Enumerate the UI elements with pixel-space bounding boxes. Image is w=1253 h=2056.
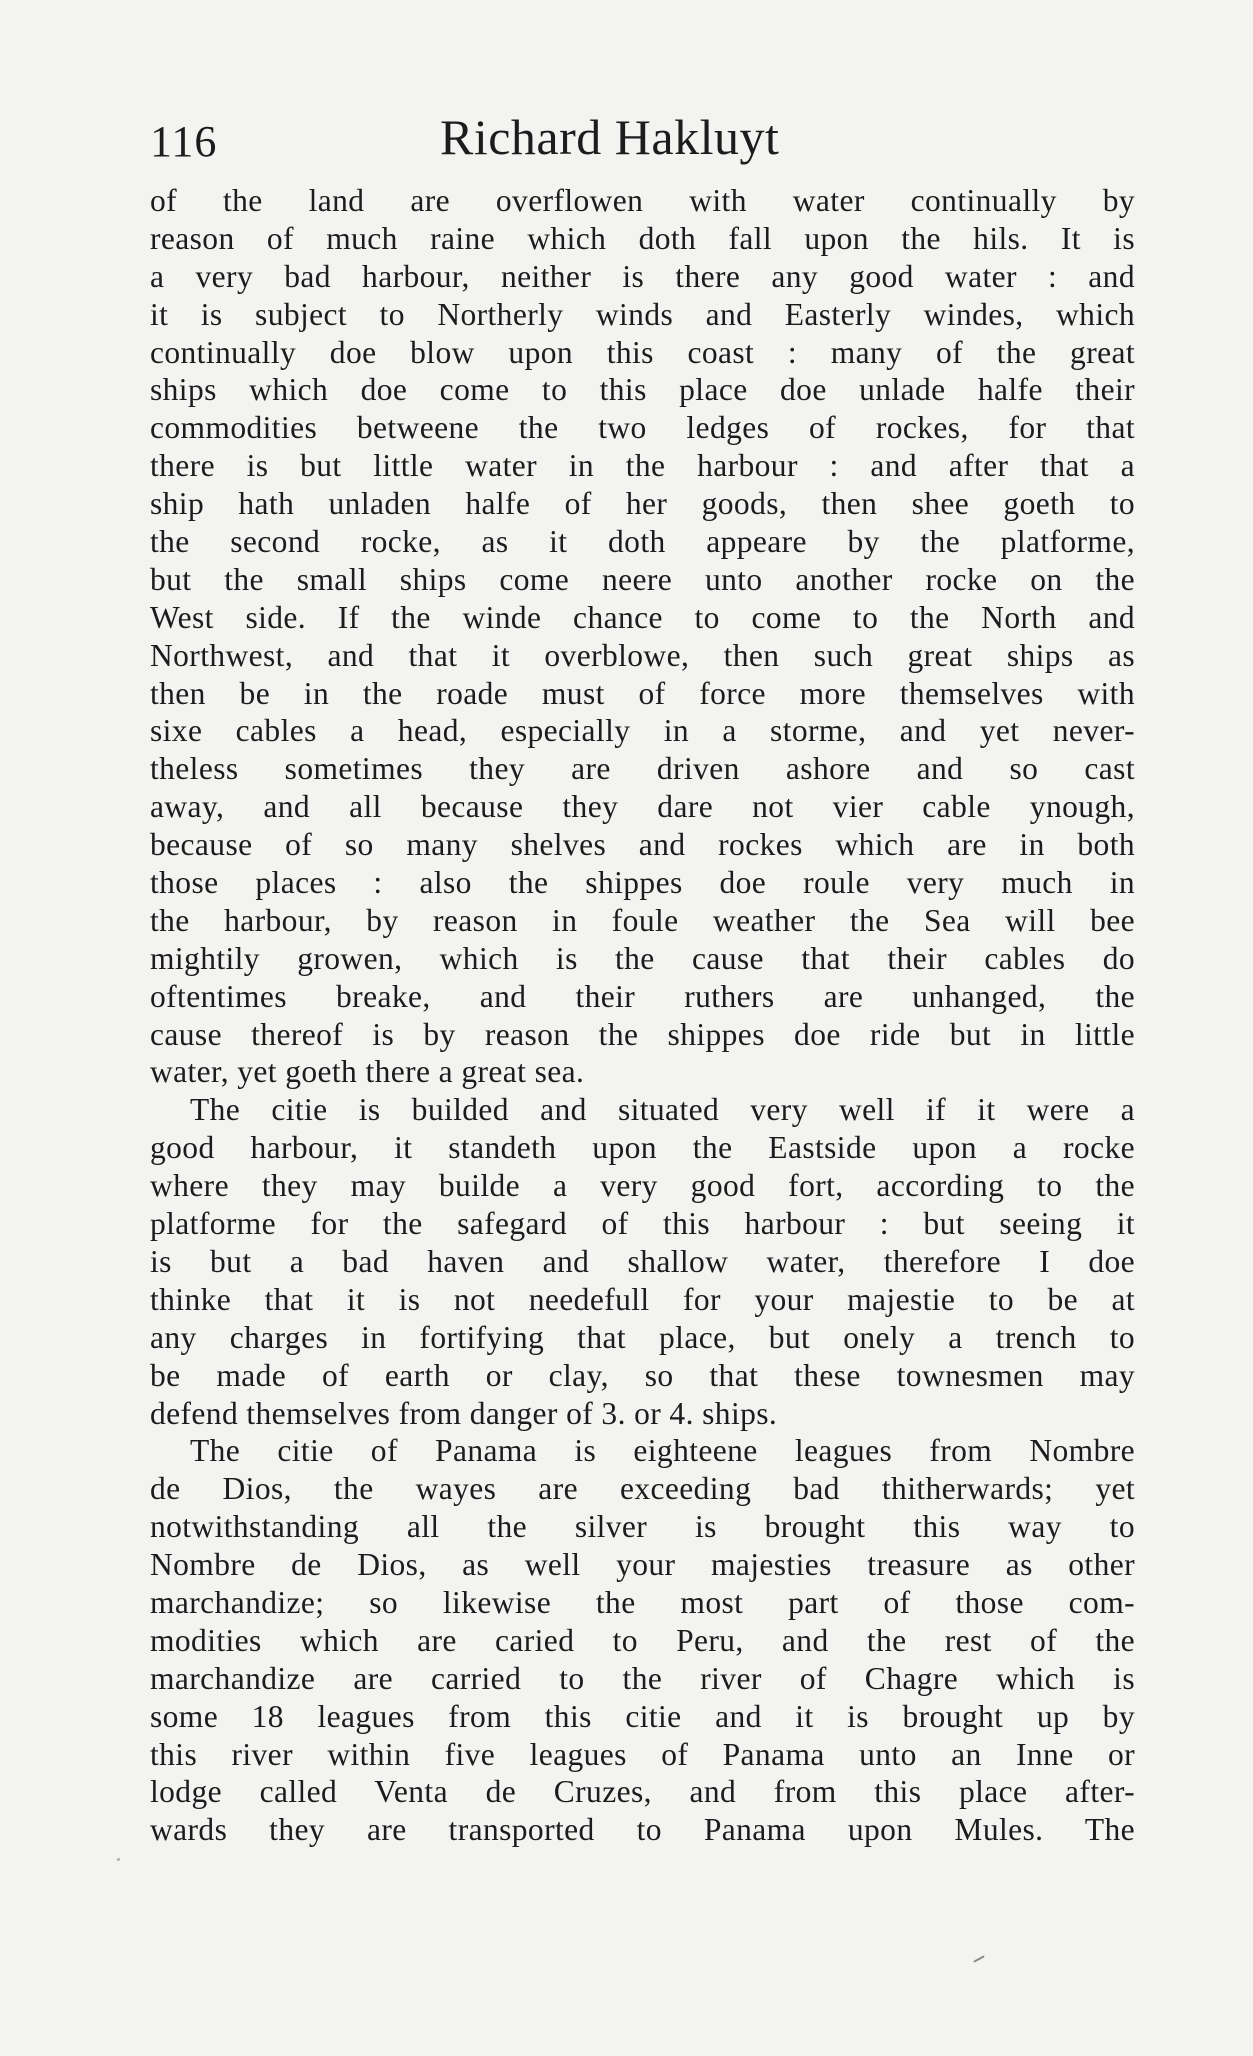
text-line: be made of earth or clay, so that these townesmen may (150, 1357, 1135, 1393)
text-line: good harbour, it standeth upon the Eastside upon a rocke (150, 1130, 1135, 1166)
text-line: some 18 leagues from this citie and it is brought up by (150, 1698, 1135, 1734)
text-line: then be in the roade must of force more themselves with (150, 675, 1135, 711)
text-line: Nombre de Dios, as well your majesties treasure as other (150, 1547, 1135, 1583)
paper-speck (117, 1858, 120, 1861)
body-text (150, 182, 1135, 1849)
text-line: any charges in fortifying that place, but onely a trench to (150, 1319, 1135, 1355)
text-line: the second rocke, as it doth appeare by the platforme, (150, 524, 1135, 560)
text-line: sixe cables a head, especially in a storme, and yet never- (150, 713, 1135, 749)
text-line: because of so many shelves and rockes which are in both (150, 827, 1135, 863)
text-line: but the small ships come neere unto another rocke on the (150, 561, 1135, 597)
page-header (150, 108, 1135, 178)
text-line: mightily growen, which is the cause that their cables do (150, 940, 1135, 976)
text-line: a very bad harbour, neither is there any good water : and (150, 258, 1135, 294)
text-line: oftentimes breake, and their ruthers are unhanged, the (150, 978, 1135, 1014)
text-line: continually doe blow upon this coast : many of the great (150, 334, 1135, 370)
text-line: de Dios, the wayes are exceeding bad thitherwards; yet (150, 1471, 1135, 1507)
text-line: there is but little water in the harbour : and after that a (150, 448, 1135, 484)
text-line: of the land are overflowen with water continually by (150, 183, 1135, 218)
paragraph-end-line: defend themselves from danger of 3. or 4. ships. (150, 1395, 778, 1431)
running-head: Richard Hakluyt (440, 109, 780, 165)
text-line: thinke that it is not needefull for your majestie to be at (150, 1281, 1135, 1317)
text-line: where they may builde a very good fort, according to the (150, 1168, 1135, 1204)
text-line: this river within five leagues of Panama unto an Inne or (150, 1736, 1135, 1772)
text-line: platforme for the safegard of this harbour : but seeing it (150, 1206, 1135, 1242)
paper-speck (973, 1955, 985, 1962)
text-line: cause thereof is by reason the shippes doe ride but in little (150, 1016, 1135, 1052)
text-line: those places : also the shippes doe roule very much in (150, 865, 1135, 901)
text-line: away, and all because they dare not vier cable ynough, (150, 789, 1135, 825)
text-line: ships which doe come to this place doe unlade halfe their (150, 372, 1135, 408)
paragraph-start-line: The citie of Panama is eighteene leagues from Nombre (190, 1433, 1135, 1469)
text-line: reason of much raine which doth fall upon the hils. It is (150, 220, 1135, 256)
paragraph-end-line: water, yet goeth there a great sea. (150, 1054, 585, 1090)
paragraph-start-line: The citie is builded and situated very well if it were a (190, 1092, 1135, 1128)
text-line: theless sometimes they are driven ashore and so cast (150, 751, 1135, 787)
text-line: modities which are caried to Peru, and the rest of the (150, 1622, 1135, 1658)
text-line: the harbour, by reason in foule weather the Sea will bee (150, 902, 1135, 938)
page-number: 116 (150, 117, 218, 166)
text-line: notwithstanding all the silver is brought this way to (150, 1509, 1135, 1545)
text-line: Northwest, and that it overblowe, then such great ships as (150, 637, 1135, 673)
text-line: lodge called Venta de Cruzes, and from this place after- (150, 1774, 1135, 1810)
text-line: it is subject to Northerly winds and Easterly windes, which (150, 296, 1135, 332)
text-line: ship hath unladen halfe of her goods, then shee goeth to (150, 486, 1135, 522)
text-line: is but a bad haven and shallow water, therefore I doe (150, 1243, 1135, 1279)
text-line: marchandize are carried to the river of Chagre which is (150, 1660, 1135, 1696)
text-line: commodities betweene the two ledges of rockes, for that (150, 410, 1135, 446)
text-line: marchandize; so likewise the most part of those com- (150, 1584, 1135, 1620)
text-line: West side. If the winde chance to come to the North and (150, 599, 1135, 635)
text-line: wards they are transported to Panama upon Mules. The (150, 1812, 1135, 1848)
